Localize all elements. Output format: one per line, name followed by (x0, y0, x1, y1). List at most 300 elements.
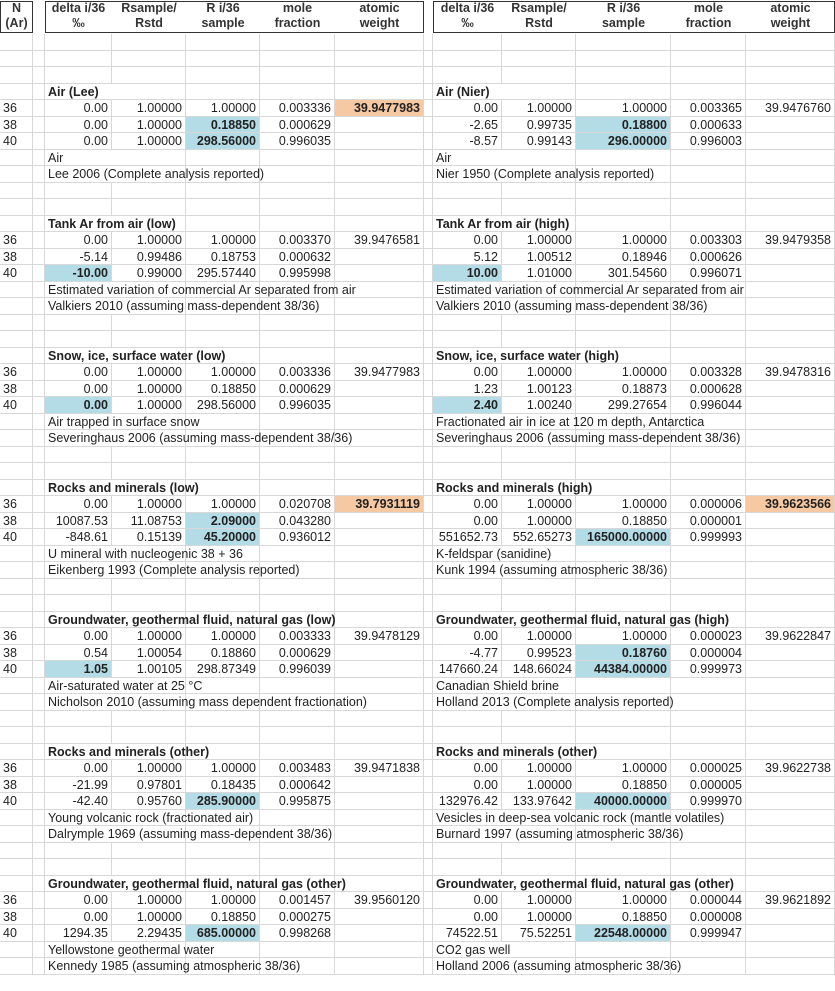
empty-cell[interactable] (502, 150, 576, 167)
value-cell-right-r[interactable]: 40000.00000 (576, 793, 671, 810)
empty-cell[interactable] (33, 183, 45, 200)
isotope-label[interactable]: 40 (0, 661, 33, 678)
isotope-label[interactable]: 38 (0, 645, 33, 662)
empty-cell[interactable] (746, 150, 835, 167)
empty-cell[interactable] (502, 51, 576, 68)
value-cell-left-rsample[interactable]: 0.99486 (112, 249, 186, 266)
empty-cell[interactable] (335, 463, 424, 480)
value-cell-right-r[interactable]: 165000.00000 (576, 529, 671, 546)
value-cell-right-mole[interactable]: 0.996003 (671, 133, 746, 150)
block-title-right[interactable]: Air (Nier) (433, 84, 502, 101)
empty-cell[interactable] (335, 595, 424, 612)
value-cell-left-mole[interactable]: 0.000629 (260, 117, 335, 134)
value-cell-right-delta[interactable]: 132976.42 (433, 793, 502, 810)
block-note-left[interactable]: Young volcanic rock (fractionated air) (45, 810, 112, 827)
empty-cell[interactable] (576, 150, 671, 167)
empty-cell[interactable] (746, 34, 835, 51)
isotope-label[interactable]: 40 (0, 133, 33, 150)
value-cell-left-delta[interactable]: -848.61 (45, 529, 112, 546)
value-cell-left-r[interactable]: 45.20000 (186, 529, 260, 546)
value-cell-right-delta[interactable]: 0.00 (433, 496, 502, 513)
value-cell-right-rsample[interactable]: 75.52251 (502, 925, 576, 942)
value-cell-right-atomic[interactable] (746, 265, 835, 282)
value-cell-left-r[interactable]: 0.18850 (186, 117, 260, 134)
block-note-left[interactable]: U mineral with nucleogenic 38 + 36 (45, 546, 112, 563)
empty-cell[interactable] (260, 331, 335, 348)
value-cell-left-delta[interactable]: 0.00 (45, 397, 112, 414)
value-cell-left-atomic[interactable] (335, 117, 424, 134)
value-cell-left-atomic[interactable] (335, 381, 424, 398)
empty-cell[interactable] (671, 546, 746, 563)
value-cell-left-mole[interactable]: 0.043280 (260, 513, 335, 530)
empty-cell[interactable] (0, 447, 33, 464)
value-cell-left-delta[interactable]: 0.00 (45, 100, 112, 117)
value-cell-left-delta[interactable]: 0.00 (45, 364, 112, 381)
empty-cell[interactable] (424, 909, 433, 926)
empty-cell[interactable] (260, 150, 335, 167)
empty-cell[interactable] (112, 711, 186, 728)
empty-cell[interactable] (671, 744, 746, 761)
empty-cell[interactable] (260, 843, 335, 860)
empty-cell[interactable] (335, 183, 424, 200)
empty-cell[interactable] (424, 810, 433, 827)
empty-cell[interactable] (671, 348, 746, 365)
empty-cell[interactable] (0, 711, 33, 728)
empty-cell[interactable] (0, 595, 33, 612)
empty-cell[interactable] (746, 826, 835, 843)
empty-cell[interactable] (424, 546, 433, 563)
empty-cell[interactable] (33, 381, 45, 398)
value-cell-left-mole[interactable]: 0.003336 (260, 100, 335, 117)
empty-cell[interactable] (33, 513, 45, 530)
block-title-left[interactable]: Groundwater, geothermal fluid, natural gas (other) (45, 876, 112, 893)
empty-cell[interactable] (424, 711, 433, 728)
empty-cell[interactable] (112, 84, 186, 101)
isotope-label[interactable]: 38 (0, 909, 33, 926)
empty-cell[interactable] (424, 859, 433, 876)
empty-cell[interactable] (186, 463, 260, 480)
empty-cell[interactable] (424, 348, 433, 365)
value-cell-right-rsample[interactable]: 1.00000 (502, 364, 576, 381)
block-ref-right[interactable]: Holland 2013 (Complete analysis reported) (433, 694, 502, 711)
empty-cell[interactable] (424, 199, 433, 216)
empty-cell[interactable] (576, 727, 671, 744)
empty-cell[interactable] (424, 331, 433, 348)
value-cell-left-rsample[interactable]: 1.00000 (112, 760, 186, 777)
empty-cell[interactable] (33, 909, 45, 926)
empty-cell[interactable] (671, 480, 746, 497)
empty-cell[interactable] (671, 463, 746, 480)
empty-cell[interactable] (33, 298, 45, 315)
empty-cell[interactable] (335, 315, 424, 332)
empty-cell[interactable] (671, 84, 746, 101)
empty-cell[interactable] (746, 331, 835, 348)
empty-cell[interactable] (746, 727, 835, 744)
empty-cell[interactable] (433, 34, 502, 51)
empty-cell[interactable] (45, 579, 112, 596)
empty-cell[interactable] (112, 51, 186, 68)
value-cell-right-delta[interactable]: 147660.24 (433, 661, 502, 678)
empty-cell[interactable] (424, 232, 433, 249)
empty-cell[interactable] (424, 315, 433, 332)
block-note-left[interactable]: Air (45, 150, 112, 167)
value-cell-left-r[interactable]: 1.00000 (186, 100, 260, 117)
value-cell-left-atomic[interactable] (335, 645, 424, 662)
empty-cell[interactable] (33, 694, 45, 711)
value-cell-right-delta[interactable]: 0.00 (433, 100, 502, 117)
value-cell-left-mole[interactable]: 0.995998 (260, 265, 335, 282)
isotope-label[interactable]: 36 (0, 496, 33, 513)
empty-cell[interactable] (335, 447, 424, 464)
value-cell-right-rsample[interactable]: 0.99735 (502, 117, 576, 134)
empty-cell[interactable] (576, 315, 671, 332)
value-cell-left-rsample[interactable]: 1.00000 (112, 892, 186, 909)
empty-cell[interactable] (576, 859, 671, 876)
empty-cell[interactable] (33, 67, 45, 84)
empty-cell[interactable] (33, 282, 45, 299)
value-cell-right-mole[interactable]: 0.003328 (671, 364, 746, 381)
value-cell-right-rsample[interactable]: 1.00000 (502, 909, 576, 926)
empty-cell[interactable] (746, 876, 835, 893)
empty-cell[interactable] (746, 562, 835, 579)
value-cell-left-delta[interactable]: 1.05 (45, 661, 112, 678)
value-cell-right-atomic[interactable] (746, 117, 835, 134)
empty-cell[interactable] (746, 942, 835, 959)
empty-cell[interactable] (33, 199, 45, 216)
empty-cell[interactable] (33, 480, 45, 497)
empty-cell[interactable] (335, 942, 424, 959)
empty-cell[interactable] (335, 711, 424, 728)
empty-cell[interactable] (186, 84, 260, 101)
empty-cell[interactable] (260, 166, 335, 183)
value-cell-right-atomic[interactable]: 39.9478316 (746, 364, 835, 381)
empty-cell[interactable] (45, 315, 112, 332)
empty-cell[interactable] (33, 595, 45, 612)
empty-cell[interactable] (0, 414, 33, 431)
empty-cell[interactable] (112, 34, 186, 51)
empty-cell[interactable] (0, 562, 33, 579)
isotope-label[interactable]: 40 (0, 925, 33, 942)
value-cell-right-rsample[interactable]: 1.00000 (502, 760, 576, 777)
empty-cell[interactable] (260, 67, 335, 84)
value-cell-left-delta[interactable]: 0.00 (45, 892, 112, 909)
value-cell-left-rsample[interactable]: 1.00105 (112, 661, 186, 678)
empty-cell[interactable] (33, 546, 45, 563)
empty-cell[interactable] (33, 414, 45, 431)
empty-cell[interactable] (260, 183, 335, 200)
value-cell-left-delta[interactable]: 0.00 (45, 760, 112, 777)
empty-cell[interactable] (671, 183, 746, 200)
empty-cell[interactable] (186, 51, 260, 68)
value-cell-right-r[interactable]: 0.18850 (576, 513, 671, 530)
empty-cell[interactable] (433, 67, 502, 84)
empty-cell[interactable] (746, 463, 835, 480)
block-ref-right[interactable]: Burnard 1997 (assuming atmospheric 38/36) (433, 826, 502, 843)
empty-cell[interactable] (33, 678, 45, 695)
empty-cell[interactable] (433, 843, 502, 860)
value-cell-left-rsample[interactable]: 2.29435 (112, 925, 186, 942)
empty-cell[interactable] (33, 51, 45, 68)
empty-cell[interactable] (0, 166, 33, 183)
block-note-right[interactable]: Estimated variation of commercial Ar separated from air (433, 282, 502, 299)
value-cell-left-delta[interactable]: -42.40 (45, 793, 112, 810)
block-ref-left[interactable]: Kennedy 1985 (assuming atmospheric 38/36) (45, 958, 112, 975)
value-cell-left-rsample[interactable]: 1.00000 (112, 496, 186, 513)
value-cell-left-r[interactable]: 0.18753 (186, 249, 260, 266)
value-cell-right-atomic[interactable] (746, 381, 835, 398)
empty-cell[interactable] (260, 51, 335, 68)
empty-cell[interactable] (424, 430, 433, 447)
empty-cell[interactable] (335, 546, 424, 563)
value-cell-right-r[interactable]: 0.18760 (576, 645, 671, 662)
empty-cell[interactable] (576, 843, 671, 860)
value-cell-right-mole[interactable]: 0.003303 (671, 232, 746, 249)
empty-cell[interactable] (746, 480, 835, 497)
empty-cell[interactable] (335, 843, 424, 860)
empty-cell[interactable] (0, 282, 33, 299)
value-cell-right-r[interactable]: 1.00000 (576, 496, 671, 513)
value-cell-right-delta[interactable]: 0.00 (433, 909, 502, 926)
empty-cell[interactable] (433, 727, 502, 744)
block-ref-left[interactable]: Dalrymple 1969 (assuming mass-dependent 38/36) (45, 826, 112, 843)
value-cell-right-r[interactable]: 44384.00000 (576, 661, 671, 678)
empty-cell[interactable] (502, 843, 576, 860)
empty-cell[interactable] (335, 480, 424, 497)
value-cell-left-atomic[interactable]: 39.9476581 (335, 232, 424, 249)
value-cell-right-mole[interactable]: 0.000044 (671, 892, 746, 909)
empty-cell[interactable] (260, 34, 335, 51)
value-cell-left-mole[interactable]: 0.996039 (260, 661, 335, 678)
empty-cell[interactable] (671, 216, 746, 233)
empty-cell[interactable] (260, 595, 335, 612)
empty-cell[interactable] (0, 744, 33, 761)
empty-cell[interactable] (424, 727, 433, 744)
value-cell-left-rsample[interactable]: 1.00000 (112, 232, 186, 249)
empty-cell[interactable] (746, 810, 835, 827)
value-cell-left-atomic[interactable] (335, 661, 424, 678)
empty-cell[interactable] (112, 331, 186, 348)
empty-cell[interactable] (746, 595, 835, 612)
empty-cell[interactable] (45, 67, 112, 84)
empty-cell[interactable] (424, 117, 433, 134)
empty-cell[interactable] (33, 463, 45, 480)
empty-cell[interactable] (424, 579, 433, 596)
empty-cell[interactable] (502, 199, 576, 216)
empty-cell[interactable] (260, 727, 335, 744)
empty-cell[interactable] (0, 859, 33, 876)
value-cell-left-mole[interactable]: 0.003483 (260, 760, 335, 777)
block-title-right[interactable]: Snow, ice, surface water (high) (433, 348, 502, 365)
value-cell-right-mole[interactable]: 0.000006 (671, 496, 746, 513)
empty-cell[interactable] (746, 958, 835, 975)
empty-cell[interactable] (186, 67, 260, 84)
empty-cell[interactable] (746, 447, 835, 464)
empty-cell[interactable] (45, 183, 112, 200)
value-cell-left-mole[interactable]: 0.995875 (260, 793, 335, 810)
empty-cell[interactable] (746, 744, 835, 761)
empty-cell[interactable] (112, 67, 186, 84)
empty-cell[interactable] (671, 447, 746, 464)
empty-cell[interactable] (260, 678, 335, 695)
empty-cell[interactable] (576, 711, 671, 728)
empty-cell[interactable] (433, 51, 502, 68)
value-cell-left-delta[interactable]: 0.00 (45, 909, 112, 926)
empty-cell[interactable] (424, 595, 433, 612)
empty-cell[interactable] (33, 793, 45, 810)
block-title-right[interactable]: Groundwater, geothermal fluid, natural gas (high) (433, 612, 502, 629)
value-cell-left-delta[interactable]: 0.00 (45, 628, 112, 645)
empty-cell[interactable] (186, 447, 260, 464)
empty-cell[interactable] (424, 843, 433, 860)
value-cell-left-rsample[interactable]: 1.00000 (112, 117, 186, 134)
empty-cell[interactable] (0, 546, 33, 563)
value-cell-right-r[interactable]: 301.54560 (576, 265, 671, 282)
empty-cell[interactable] (424, 249, 433, 266)
empty-cell[interactable] (671, 150, 746, 167)
value-cell-right-delta[interactable]: 0.00 (433, 364, 502, 381)
empty-cell[interactable] (33, 579, 45, 596)
value-cell-right-r[interactable]: 299.27654 (576, 397, 671, 414)
value-cell-right-atomic[interactable]: 39.9622847 (746, 628, 835, 645)
value-cell-right-mole[interactable]: 0.000626 (671, 249, 746, 266)
value-cell-right-mole[interactable]: 0.000628 (671, 381, 746, 398)
value-cell-left-atomic[interactable] (335, 529, 424, 546)
value-cell-right-r[interactable]: 0.18800 (576, 117, 671, 134)
empty-cell[interactable] (33, 133, 45, 150)
empty-cell[interactable] (0, 348, 33, 365)
empty-cell[interactable] (424, 150, 433, 167)
value-cell-right-rsample[interactable]: 1.00000 (502, 513, 576, 530)
value-cell-right-delta[interactable]: -4.77 (433, 645, 502, 662)
empty-cell[interactable] (33, 628, 45, 645)
value-cell-right-delta[interactable]: 0.00 (433, 892, 502, 909)
value-cell-right-rsample[interactable]: 1.00240 (502, 397, 576, 414)
empty-cell[interactable] (424, 51, 433, 68)
value-cell-right-r[interactable]: 22548.00000 (576, 925, 671, 942)
empty-cell[interactable] (433, 183, 502, 200)
empty-cell[interactable] (33, 562, 45, 579)
empty-cell[interactable] (33, 958, 45, 975)
value-cell-right-delta[interactable]: 5.12 (433, 249, 502, 266)
empty-cell[interactable] (502, 183, 576, 200)
empty-cell[interactable] (33, 348, 45, 365)
empty-cell[interactable] (576, 447, 671, 464)
empty-cell[interactable] (424, 414, 433, 431)
value-cell-right-atomic[interactable] (746, 661, 835, 678)
empty-cell[interactable] (424, 100, 433, 117)
value-cell-left-rsample[interactable]: 1.00000 (112, 100, 186, 117)
empty-cell[interactable] (33, 315, 45, 332)
isotope-label[interactable]: 36 (0, 364, 33, 381)
empty-cell[interactable] (0, 183, 33, 200)
empty-cell[interactable] (112, 315, 186, 332)
value-cell-right-mole[interactable]: 0.999947 (671, 925, 746, 942)
empty-cell[interactable] (112, 859, 186, 876)
empty-cell[interactable] (671, 166, 746, 183)
empty-cell[interactable] (746, 430, 835, 447)
value-cell-right-mole[interactable]: 0.996044 (671, 397, 746, 414)
empty-cell[interactable] (186, 859, 260, 876)
value-cell-right-atomic[interactable] (746, 513, 835, 530)
value-cell-left-atomic[interactable]: 39.7931119 (335, 496, 424, 513)
block-title-left[interactable]: Snow, ice, surface water (low) (45, 348, 112, 365)
value-cell-left-mole[interactable]: 0.998268 (260, 925, 335, 942)
value-cell-left-mole[interactable]: 0.000275 (260, 909, 335, 926)
empty-cell[interactable] (576, 34, 671, 51)
empty-cell[interactable] (424, 925, 433, 942)
value-cell-left-r[interactable]: 298.56000 (186, 133, 260, 150)
value-cell-left-delta[interactable]: 0.54 (45, 645, 112, 662)
value-cell-right-r[interactable]: 1.00000 (576, 628, 671, 645)
empty-cell[interactable] (0, 612, 33, 629)
empty-cell[interactable] (746, 843, 835, 860)
empty-cell[interactable] (186, 843, 260, 860)
empty-cell[interactable] (576, 331, 671, 348)
isotope-label[interactable]: 38 (0, 777, 33, 794)
value-cell-left-delta[interactable]: -5.14 (45, 249, 112, 266)
empty-cell[interactable] (260, 199, 335, 216)
block-ref-left[interactable]: Eikenberg 1993 (Complete analysis reported) (45, 562, 112, 579)
value-cell-left-atomic[interactable] (335, 397, 424, 414)
value-cell-left-r[interactable]: 0.18850 (186, 381, 260, 398)
empty-cell[interactable] (45, 199, 112, 216)
empty-cell[interactable] (0, 199, 33, 216)
value-cell-right-mole[interactable]: 0.000025 (671, 760, 746, 777)
empty-cell[interactable] (335, 84, 424, 101)
value-cell-right-atomic[interactable]: 39.9621892 (746, 892, 835, 909)
value-cell-right-r[interactable]: 1.00000 (576, 100, 671, 117)
value-cell-right-mole[interactable]: 0.000004 (671, 645, 746, 662)
empty-cell[interactable] (502, 315, 576, 332)
empty-cell[interactable] (0, 876, 33, 893)
block-title-left[interactable]: Rocks and minerals (low) (45, 480, 112, 497)
block-title-right[interactable]: Rocks and minerals (other) (433, 744, 502, 761)
empty-cell[interactable] (0, 150, 33, 167)
value-cell-left-r[interactable]: 1.00000 (186, 628, 260, 645)
value-cell-left-r[interactable]: 0.18850 (186, 909, 260, 926)
empty-cell[interactable] (424, 513, 433, 530)
value-cell-left-atomic[interactable] (335, 513, 424, 530)
value-cell-left-r[interactable]: 1.00000 (186, 496, 260, 513)
value-cell-right-rsample[interactable]: 1.00000 (502, 628, 576, 645)
value-cell-right-mole[interactable]: 0.000001 (671, 513, 746, 530)
value-cell-right-r[interactable]: 0.18850 (576, 777, 671, 794)
value-cell-left-rsample[interactable]: 1.00000 (112, 364, 186, 381)
empty-cell[interactable] (260, 744, 335, 761)
value-cell-left-atomic[interactable] (335, 777, 424, 794)
empty-cell[interactable] (433, 447, 502, 464)
value-cell-right-delta[interactable]: 0.00 (433, 760, 502, 777)
empty-cell[interactable] (260, 942, 335, 959)
value-cell-left-r[interactable]: 2.09000 (186, 513, 260, 530)
empty-cell[interactable] (33, 430, 45, 447)
empty-cell[interactable] (671, 942, 746, 959)
empty-cell[interactable] (502, 84, 576, 101)
block-note-right[interactable]: Fractionated air in ice at 120 m depth, Antarctica (433, 414, 502, 431)
empty-cell[interactable] (424, 133, 433, 150)
empty-cell[interactable] (45, 595, 112, 612)
value-cell-right-atomic[interactable] (746, 133, 835, 150)
value-cell-left-atomic[interactable] (335, 265, 424, 282)
empty-cell[interactable] (746, 694, 835, 711)
value-cell-left-delta[interactable]: 0.00 (45, 232, 112, 249)
value-cell-left-r[interactable]: 0.18860 (186, 645, 260, 662)
value-cell-right-r[interactable]: 0.18946 (576, 249, 671, 266)
empty-cell[interactable] (424, 777, 433, 794)
empty-cell[interactable] (433, 859, 502, 876)
value-cell-right-delta[interactable]: 0.00 (433, 513, 502, 530)
value-cell-left-rsample[interactable]: 0.99000 (112, 265, 186, 282)
